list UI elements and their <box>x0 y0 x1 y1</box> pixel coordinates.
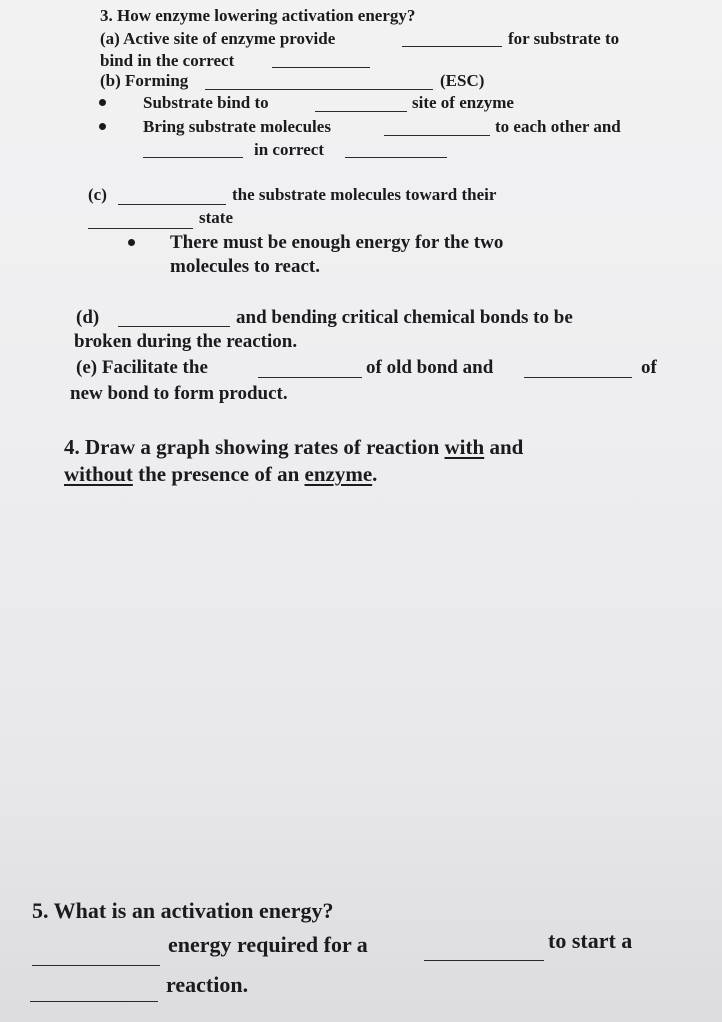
q4-with: with <box>444 435 485 459</box>
q3e-line2: new bond to form product. <box>70 383 288 404</box>
q3a-blank-2[interactable] <box>272 67 370 68</box>
q4-period: . <box>372 462 378 486</box>
q3b-bullet1-end: site of enzyme <box>412 93 514 112</box>
bullet-icon <box>128 239 135 246</box>
q3b-bullet1-start: Substrate bind to <box>143 93 269 112</box>
q5-blank-3[interactable] <box>30 1001 158 1002</box>
q3b-bullet2-end: to each other and <box>495 117 621 136</box>
q3d-line1-end: and bending critical chemical bonds to be <box>236 307 573 328</box>
q3e-end: of <box>641 357 657 378</box>
q3b-bullet2-line2: in correct <box>254 140 325 159</box>
q4-and: and <box>489 435 524 459</box>
question-3-title: 3. How enzyme lowering activation energy? <box>100 6 416 25</box>
q3b-blank-1[interactable] <box>205 89 433 90</box>
q3b-blank-2[interactable] <box>315 111 407 112</box>
q3b-blank-4[interactable] <box>143 157 243 158</box>
question-5-title: 5. What is an activation energy? <box>32 898 334 923</box>
question-4-line2 <box>64 462 377 487</box>
graph-drawing-area[interactable] <box>60 500 660 880</box>
question-4-line1 <box>64 435 523 460</box>
q3a-line1-start: (a) Active site of enzyme provide <box>100 29 336 48</box>
q3d-blank[interactable] <box>118 326 230 327</box>
q3c-label: (c) <box>88 185 107 204</box>
q3b-blank-5[interactable] <box>345 157 447 158</box>
q3a-line2: bind in the correct <box>100 51 235 70</box>
q5-blank-1[interactable] <box>32 965 160 966</box>
q5-line2: reaction. <box>166 972 249 997</box>
q3c-bullet-line1: There must be enough energy for the two <box>170 232 504 253</box>
q5-line1-mid: energy required for a <box>168 932 368 957</box>
q3c-line1-end: the substrate molecules toward their <box>232 185 497 204</box>
q3e-blank-1[interactable] <box>258 377 362 378</box>
bullet-icon <box>99 99 106 106</box>
q3b-blank-3[interactable] <box>384 135 490 136</box>
q3c-blank-1[interactable] <box>118 204 226 205</box>
q3d-line2: broken during the reaction. <box>74 331 298 352</box>
q3c-line2: state <box>199 208 233 227</box>
q3b-end: (ESC) <box>440 71 485 90</box>
q3b-bullet2-start: Bring substrate molecules <box>143 117 331 136</box>
q3e-label: (e) Facilitate the <box>76 357 208 378</box>
q3e-blank-2[interactable] <box>524 377 632 378</box>
bullet-icon <box>99 123 106 130</box>
q3c-blank-2[interactable] <box>88 228 193 229</box>
q3a-line1-end: for substrate to <box>508 29 620 48</box>
q5-blank-2[interactable] <box>424 960 544 961</box>
q3c-bullet-line2: molecules to react. <box>170 256 321 277</box>
q4-without: without <box>64 462 133 486</box>
q4-text-2: the presence of an <box>138 462 300 486</box>
q4-enzyme: enzyme <box>304 462 373 486</box>
q4-text-1: 4. Draw a graph showing rates of reaction <box>64 435 440 459</box>
q3b-label: (b) Forming <box>100 71 189 90</box>
q3a-blank-1[interactable] <box>402 46 502 47</box>
q3e-mid: of old bond and <box>366 357 494 378</box>
q5-line1-end: to start a <box>548 928 633 953</box>
q3d-label: (d) <box>76 307 100 328</box>
